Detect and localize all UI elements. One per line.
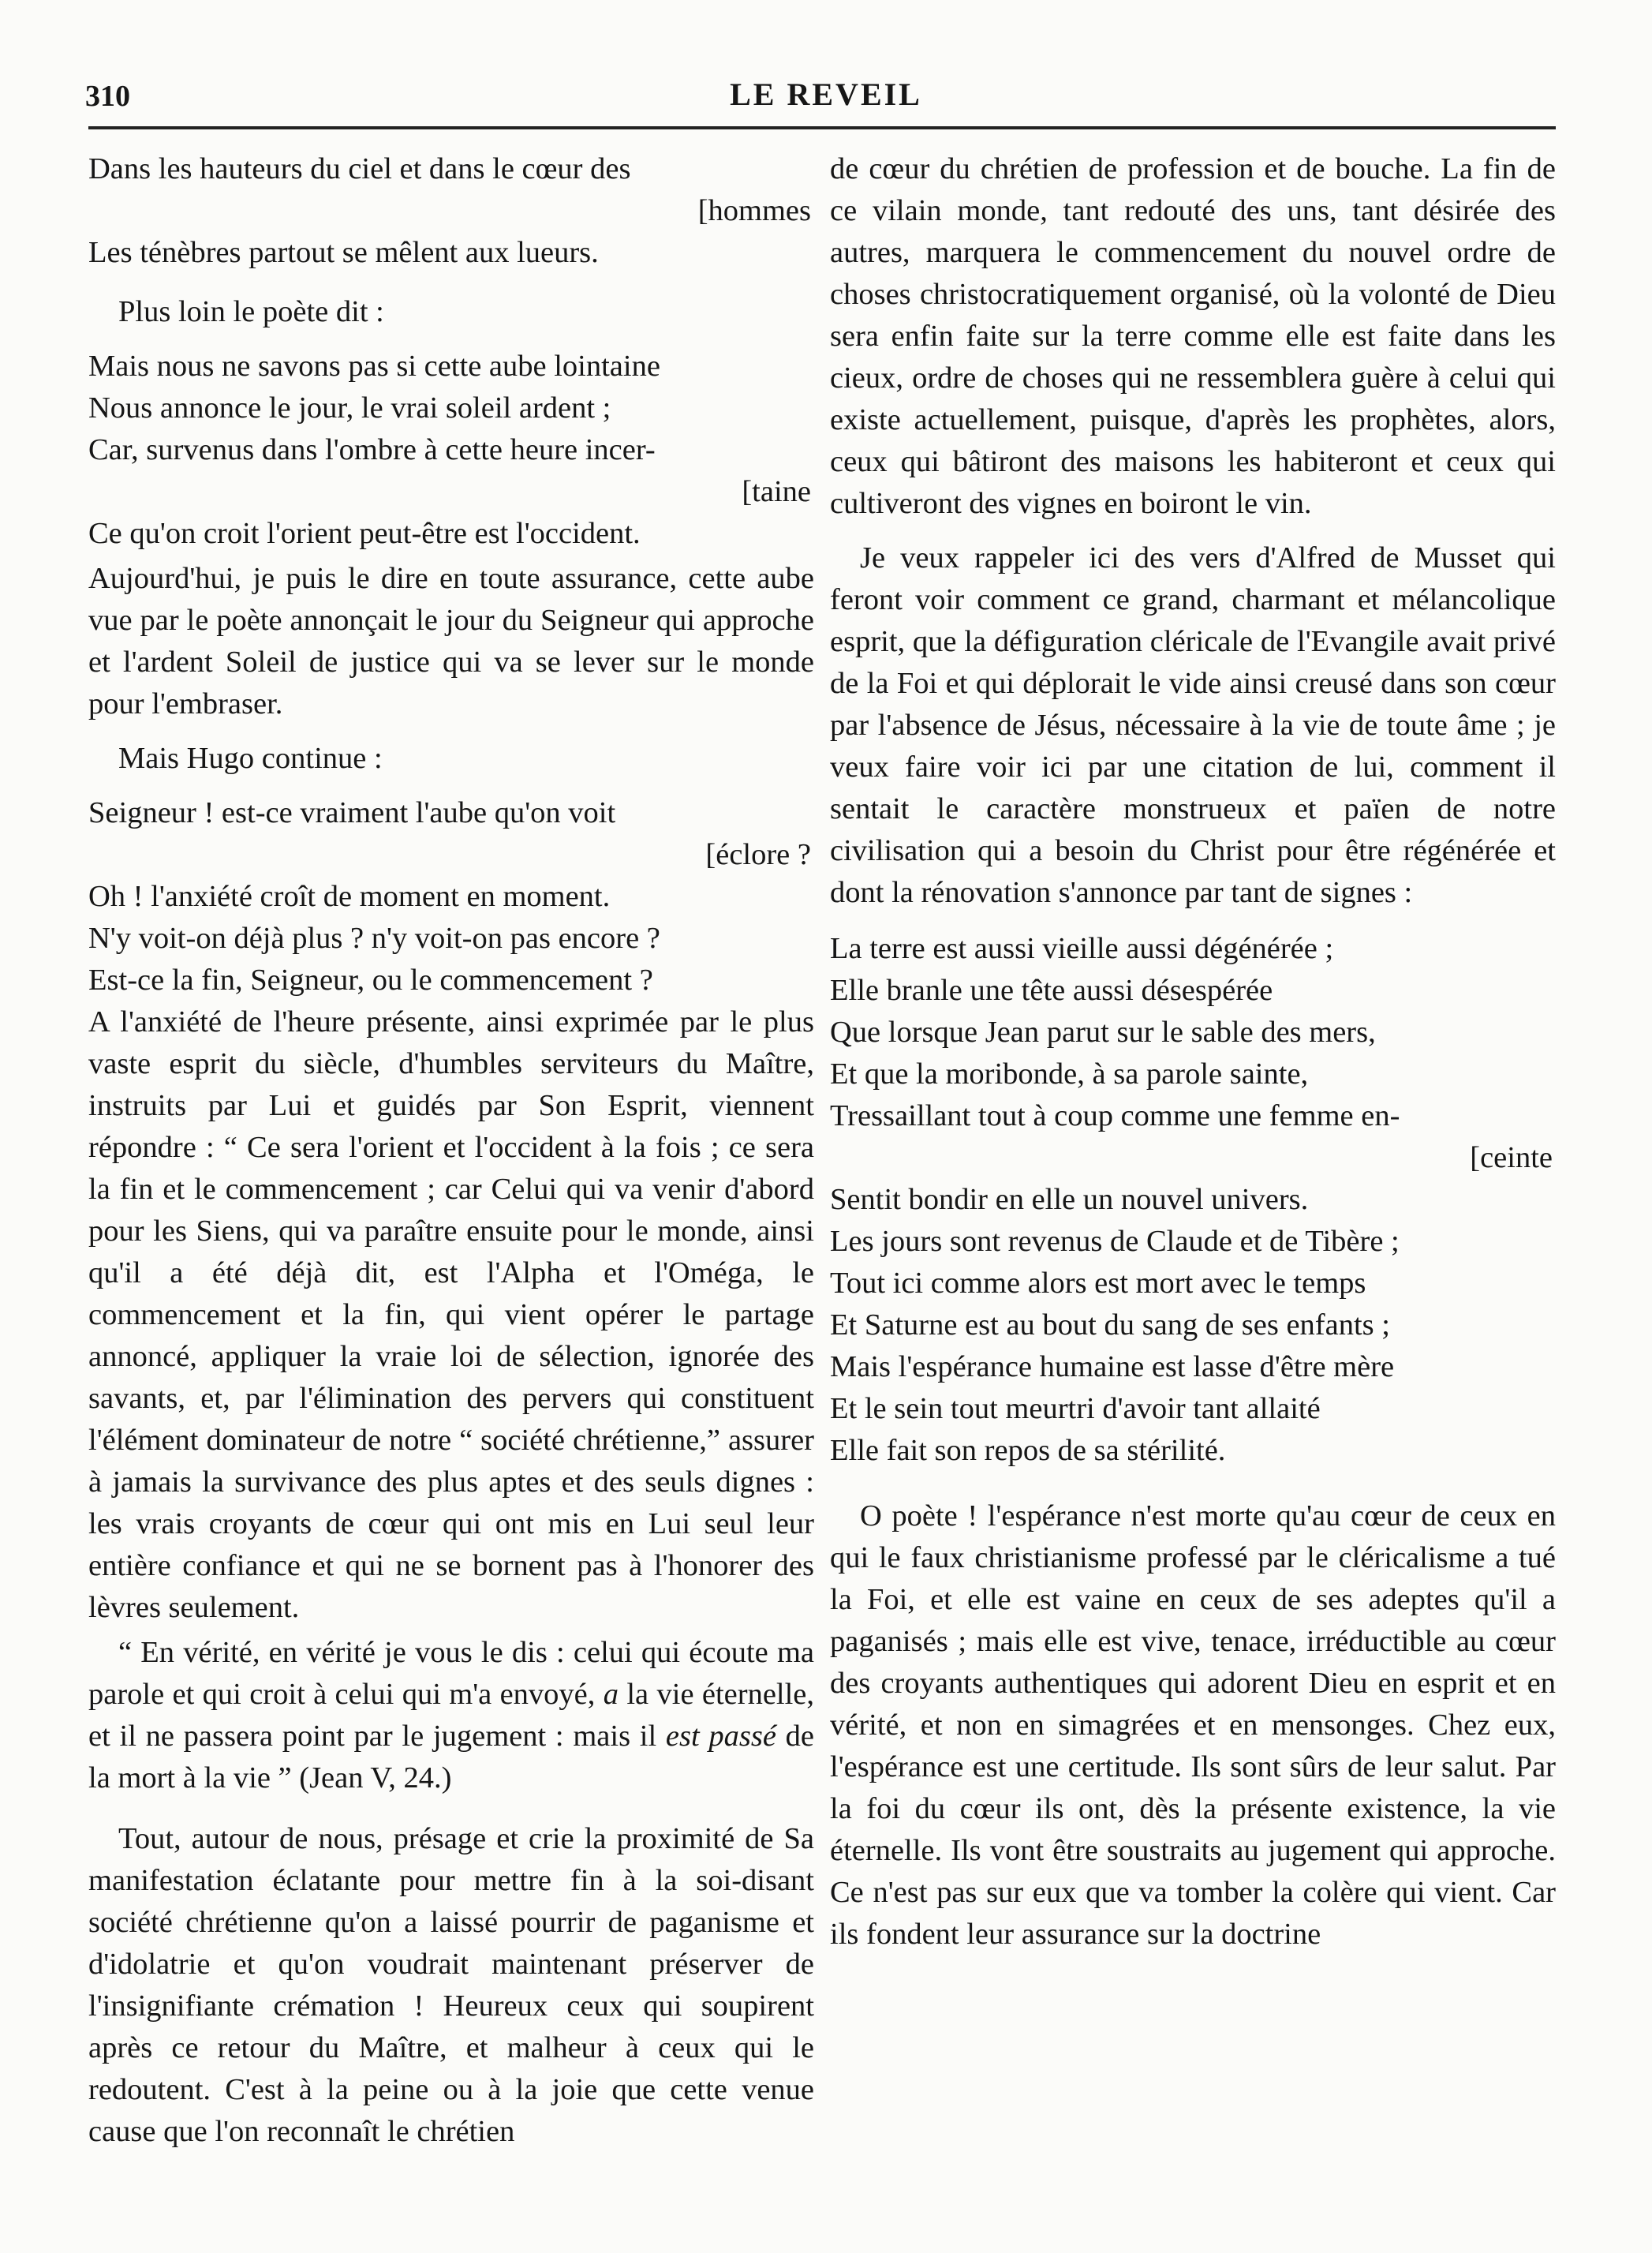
- verse-line-continuation: [ceinte: [1470, 1141, 1553, 1174]
- verse-line: Les ténèbres partout se mêlent aux lueurs.: [88, 236, 599, 269]
- right-column: [830, 148, 1556, 1968]
- paragraph-o-poete: O poète ! l'espérance n'est morte qu'au cœur de ceux en qui le faux christianisme professé par le cléricalisme a tué la Foi, et elle est vaine en ceux de ses adeptes qu'il a paganisés ; mais elle est vive, tenace, irréductible au cœur des croyants authentiques qui adorent Dieu en esprit et en vérité, et non en simagrées et en mensonges. Chez eux, l'espérance est une certitude. Ils sont sûrs de leur salut. Par la foi du cœur ils ont, dès la présente existence, la vie éternelle. Ils vont être soustraits au jugement qui approche. Ce n'est pas sur eux que va tomber la colère qui vient. Car ils fondent leur assurance sur la doctrine: [830, 1499, 1556, 1951]
- verse-line: Oh ! l'anxiété croît de moment en moment.: [88, 880, 611, 913]
- verse-line: Et Saturne est au bout du sang de ses enfants ;: [830, 1308, 1390, 1342]
- verse-line: Tressaillant tout à coup comme une femme en-: [830, 1099, 1400, 1132]
- verse-line: Sentit bondir en elle un nouvel univers.: [830, 1183, 1309, 1216]
- citation-part: “ En vérité, en vérité je vous le dis : celui qui écoute ma parole et qui croit à celui qui m'a envoyé,: [88, 1636, 814, 1711]
- verse-line: Tout ici comme alors est mort avec le temps: [830, 1267, 1366, 1300]
- verse-line-continuation: [éclore ?: [705, 838, 811, 871]
- citation-part: la vie éternelle, et il ne passera point par le jugement : mais il: [88, 1678, 815, 1753]
- verse-musset: [830, 928, 1556, 1472]
- header-rule: [88, 126, 1556, 129]
- verse-line: Elle branle une tête aussi désespérée: [830, 974, 1273, 1007]
- verse-hugo-3: [88, 792, 814, 1001]
- paragraph-fin-du-monde: de cœur du chrétien de profession et de bouche. La fin de ce vilain monde, tant redouté des uns, tant désirée des autres, marquera le commencement du nouvel ordre de choses christocratiquement organisé, où la volonté de Dieu sera enfin faite sur la terre comme elle est faite dans les cieux, ordre de choses qui ne ressemblera guère à celui qui existe actuellement, puisque, d'après les prophètes, alors, ceux qui bâtiront des maisons les habiteront et ceux qui cultiveront des vignes en boiront le vin.: [830, 152, 1556, 520]
- verse-line: Seigneur ! est-ce vraiment l'aube qu'on voit: [88, 796, 616, 829]
- verse-line: Les jours sont revenus de Claude et de Tibère ;: [830, 1225, 1400, 1258]
- page-number: 310: [85, 80, 130, 113]
- verse-line: Et le sein tout meurtri d'avoir tant allaité: [830, 1392, 1321, 1425]
- verse-line: Dans les hauteurs du ciel et dans le cœur des: [88, 152, 631, 185]
- verse-hugo-2: [88, 346, 814, 555]
- verse-line: Et que la moribonde, à sa parole sainte,: [830, 1057, 1309, 1091]
- verse-line: Elle fait son repos de sa stérilité.: [830, 1434, 1226, 1467]
- intro-hugo-continue: Mais Hugo continue :: [118, 742, 383, 775]
- intro-plus-loin: Plus loin le poète dit :: [118, 295, 384, 328]
- verse-line: Ce qu'on croit l'orient peut-être est l'occident.: [88, 517, 641, 550]
- running-title: LE REVEIL: [730, 77, 922, 112]
- paragraph-jean-citation: [88, 1632, 814, 1799]
- paragraph-aujourdhui: Aujourd'hui, je puis le dire en toute assurance, cette aube vue par le poète annonçait le jour du Seigneur qui approche et l'ardent Soleil de justice qui va se lever sur le monde pour l'embraser.: [88, 562, 814, 720]
- verse-line-continuation: [taine: [742, 475, 811, 508]
- verse-line: Mais nous ne savons pas si cette aube lointaine: [88, 350, 660, 383]
- verse-line-continuation: [hommes: [697, 194, 811, 227]
- paragraph-tout-autour: Tout, autour de nous, présage et crie la proximité de Sa manifestation éclatante pour mettre fin à la soi-disant société chrétienne qu'on a laissé pourrir de paganisme et d'idolatrie et qu'on voudrait maintenant préserver de l'insignifiante crémation ! Heureux ceux qui soupirent après ce retour du Maître, et malheur à ceux qui le redoutent. C'est à la peine ou à la joie que cette venue cause que l'on reconnaît le chrétien: [88, 1822, 814, 2148]
- citation-emphasis: a: [603, 1678, 619, 1711]
- verse-line: N'y voit-on déjà plus ? n'y voit-on pas encore ?: [88, 922, 660, 955]
- verse-line: Mais l'espérance humaine est lasse d'être mère: [830, 1350, 1395, 1383]
- paragraph-musset-intro: Je veux rappeler ici des vers d'Alfred de Musset qui feront voir comment ce grand, charmant et mélancolique esprit, que la défiguration cléricale de l'Evangile avait privé de la Foi et qui déplorait le vide ainsi creusé dans son cœur par l'absence de Jésus, nécessaire à la vie de toute âme ; je veux faire voir ici par une citation de lui, comment il sentait le caractère monstrueux et païen de notre civilisation qui a besoin du Christ pour être régénérée et dont la rénovation s'annonce par tant de signes :: [830, 541, 1556, 909]
- verse-line: Que lorsque Jean parut sur le sable des mers,: [830, 1016, 1376, 1049]
- paragraph-anxiete: A l'anxiété de l'heure présente, ainsi exprimée par le plus vaste esprit du siècle, d'humbles serviteurs du Maître, instruits par Lui et guidés par Son Esprit, viennent répondre : “ Ce sera l'orient et l'occident à la fois ; ce sera la fin et le commencement ; car Celui qui va venir d'abord pour les Siens, qui va paraître ensuite pour le monde, ainsi qu'il a été déjà dit, est l'Alpha et l'Oméga, le commencement et la fin, qui vient opérer le partage annoncé, appliquer la vraie loi de sélection, ignorée des savants, et, par l'élimination des pervers qui constituent l'élément dominateur de notre “ société chrétienne,” assurer à jamais la survivance des plus aptes et des seuls dignes : les vrais croyants de cœur qui ont mis en Lui seul leur entière confiance et qui ne se bornent pas à l'honorer des lèvres seulement.: [88, 1005, 814, 1624]
- verse-line: Est-ce la fin, Seigneur, ou le commencement ?: [88, 964, 653, 997]
- left-column: [88, 148, 814, 2165]
- citation-emphasis: est passé: [665, 1720, 776, 1753]
- verse-line: Car, survenus dans l'ombre à cette heure incer-: [88, 433, 656, 466]
- citation-part: de la mort à la vie ” (Jean V, 24.): [88, 1720, 814, 1795]
- verse-line: Nous annonce le jour, le vrai soleil ardent ;: [88, 391, 611, 425]
- verse-line: La terre est aussi vieille aussi dégénérée ;: [830, 932, 1334, 965]
- verse-hugo-1: [88, 148, 814, 274]
